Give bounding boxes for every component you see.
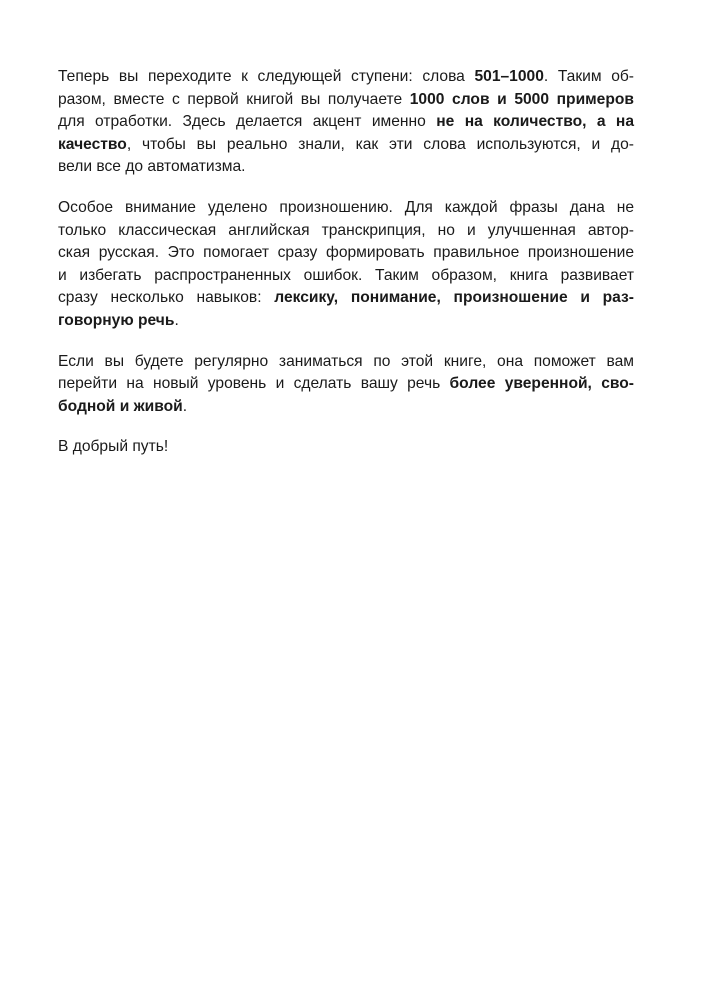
text-run: ская русская. Это помогает сразу формировать правильное произношение xyxy=(58,244,634,262)
text-line xyxy=(58,156,634,179)
text-line xyxy=(58,396,634,419)
bold-text: более уверенной, сво- xyxy=(449,375,634,393)
text-line xyxy=(58,89,634,112)
text-line xyxy=(58,111,634,134)
text-run: Особое внимание уделено произношению. Для каждой фразы дана не xyxy=(58,198,634,216)
bold-text: качество xyxy=(58,135,127,153)
text-run: разом, вместе с первой книгой вы получаете xyxy=(58,90,410,108)
text-run: , чтобы вы реально знали, как эти слова используются, и до- xyxy=(126,135,634,153)
paragraph-4 xyxy=(58,436,634,459)
text-run: для отработки. Здесь делается акцент именно xyxy=(58,113,437,131)
bold-text: лексику, понимание, произношение и раз- xyxy=(274,289,634,307)
text-line xyxy=(58,310,634,333)
text-line xyxy=(58,134,634,157)
text-run: . Таким об- xyxy=(543,68,634,85)
bold-text: не на количество, а на xyxy=(436,113,634,131)
text-run: только классическая английская транскрипция, но и улучшенная автор- xyxy=(58,221,634,239)
text-run: В добрый путь! xyxy=(58,438,169,456)
bold-text: говорную речь xyxy=(58,311,175,329)
text-run: . xyxy=(174,311,179,329)
text-run: . xyxy=(182,397,188,415)
paragraph-2 xyxy=(58,197,634,333)
paragraph-1 xyxy=(58,66,634,179)
text-line xyxy=(58,351,634,374)
bold-text: 1000 слов и 5000 примеров xyxy=(409,90,634,108)
text-line xyxy=(58,220,634,243)
text-run: сразу несколько навыков: xyxy=(58,289,275,307)
bold-text: 501–1000 xyxy=(474,68,544,85)
text-line xyxy=(58,287,634,310)
text-run: перейти на новый уровень и сделать вашу речь xyxy=(58,375,450,393)
text-run: и избегать распространенных ошибок. Таким образом, книга развивает xyxy=(58,266,634,284)
text-line xyxy=(58,66,634,89)
text-line xyxy=(58,242,634,265)
body-text xyxy=(58,66,634,477)
text-run: Если вы будете регулярно заниматься по этой книге, она поможет вам xyxy=(58,352,634,370)
text-line xyxy=(58,197,634,220)
paragraph-3 xyxy=(58,351,634,419)
text-line xyxy=(58,373,634,396)
text-run: вели все до автоматизма. xyxy=(58,158,246,176)
text-line xyxy=(58,265,634,288)
text-line xyxy=(58,436,634,459)
bold-text: бодной и живой xyxy=(58,397,183,415)
text-run: Теперь вы переходите к следующей ступени: слова xyxy=(58,68,475,85)
